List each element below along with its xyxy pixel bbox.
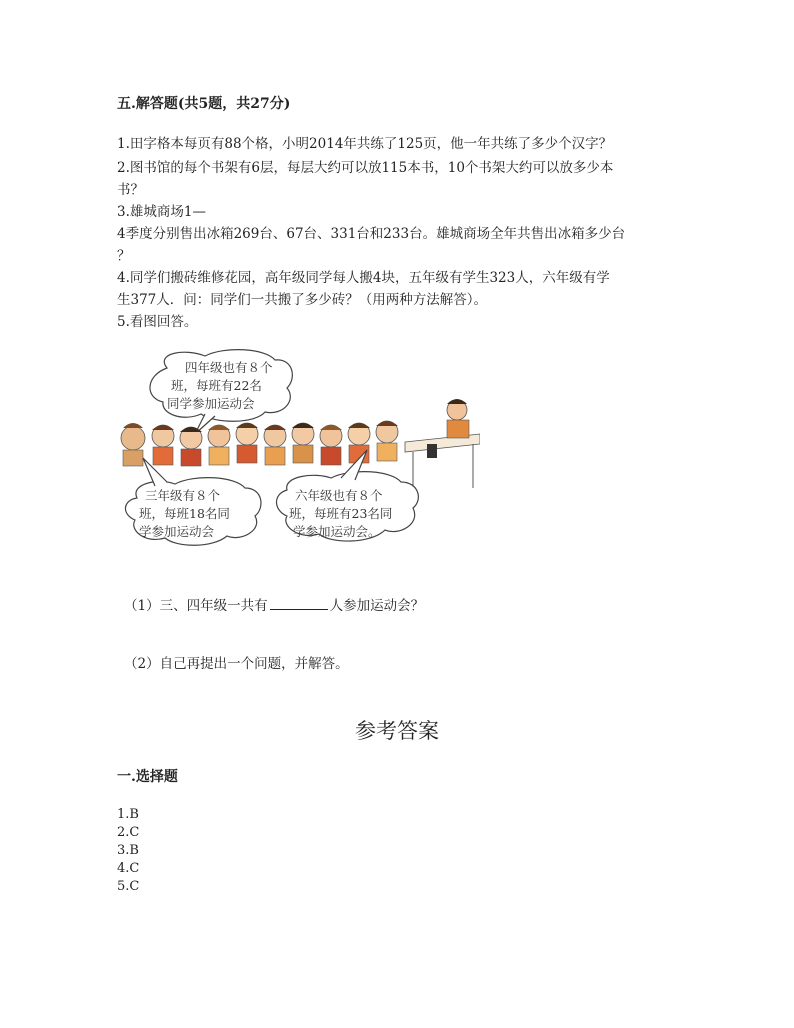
answer-section-title: 一.选择题	[117, 769, 178, 785]
question-3-line-3: ？	[117, 248, 131, 264]
question-4-line-1: 4.同学们搬砖维修花园，高年级同学每人搬4块，五年级有学生323人，六年级有学	[117, 270, 610, 286]
question-1: 1.田字格本每页有88个格，小明2014年共练了125页，他一年共练了多少个汉字？	[117, 136, 613, 152]
subquestion-1	[124, 594, 424, 614]
bubble-right-line-1: 六年级也有８个	[295, 488, 383, 503]
question-4-line-2: 生377人．问：同学们一共搬了多少砖？（用两种方法解答）。	[117, 292, 488, 308]
sports-meeting-illustration	[115, 348, 480, 556]
answer-item: 3.B	[117, 843, 139, 858]
question-3-line-1: 3.雄城商场1—	[117, 204, 206, 220]
answer-item: 1.B	[117, 807, 139, 822]
bubble-top-line-2: 班，每班有22名	[171, 378, 262, 393]
question-3-line-2: 4季度分别售出冰箱269台、67台、331台和233台。雄城商场全年共售出冰箱多少台	[117, 226, 626, 242]
bubble-top-line-1: 四年级也有８个	[185, 360, 273, 375]
students-crowd-icon	[121, 421, 398, 466]
answer-key-title: 参考答案	[355, 719, 439, 743]
bubble-left-line-1: 三年级有８个	[145, 488, 221, 503]
answer-item: 5.C	[117, 879, 140, 894]
bubble-top-line-3: 同学参加运动会	[167, 396, 255, 411]
bubble-left-line-3: 学参加运动会	[139, 524, 215, 539]
question-5: 5.看图回答。	[117, 314, 198, 330]
bubble-left-line-2: 班，每班18名同	[139, 506, 230, 521]
answer-blank[interactable]	[270, 595, 328, 610]
section-title: 五.解答题(共5题，共27分)	[117, 96, 291, 112]
answer-item: 2.C	[117, 825, 140, 840]
subquestion-2: （2）自己再提出一个问题，并解答。	[124, 656, 349, 672]
bubble-right-line-2: 班，每班有23名同	[289, 506, 393, 521]
bubble-right-line-3: 学参加运动会。	[293, 524, 381, 539]
answer-item: 4.C	[117, 861, 140, 876]
question-2-line-1: 2.图书馆的每个书架有6层，每层大约可以放115本书，10个书架大约可以放多少本	[117, 160, 614, 176]
teacher-desk-icon	[405, 399, 480, 498]
subquestion-1-suffix: 人参加运动会？	[329, 598, 425, 614]
question-2-line-2: 书？	[117, 182, 144, 198]
subquestion-1-prefix: （1）三、四年级一共有	[124, 598, 268, 614]
